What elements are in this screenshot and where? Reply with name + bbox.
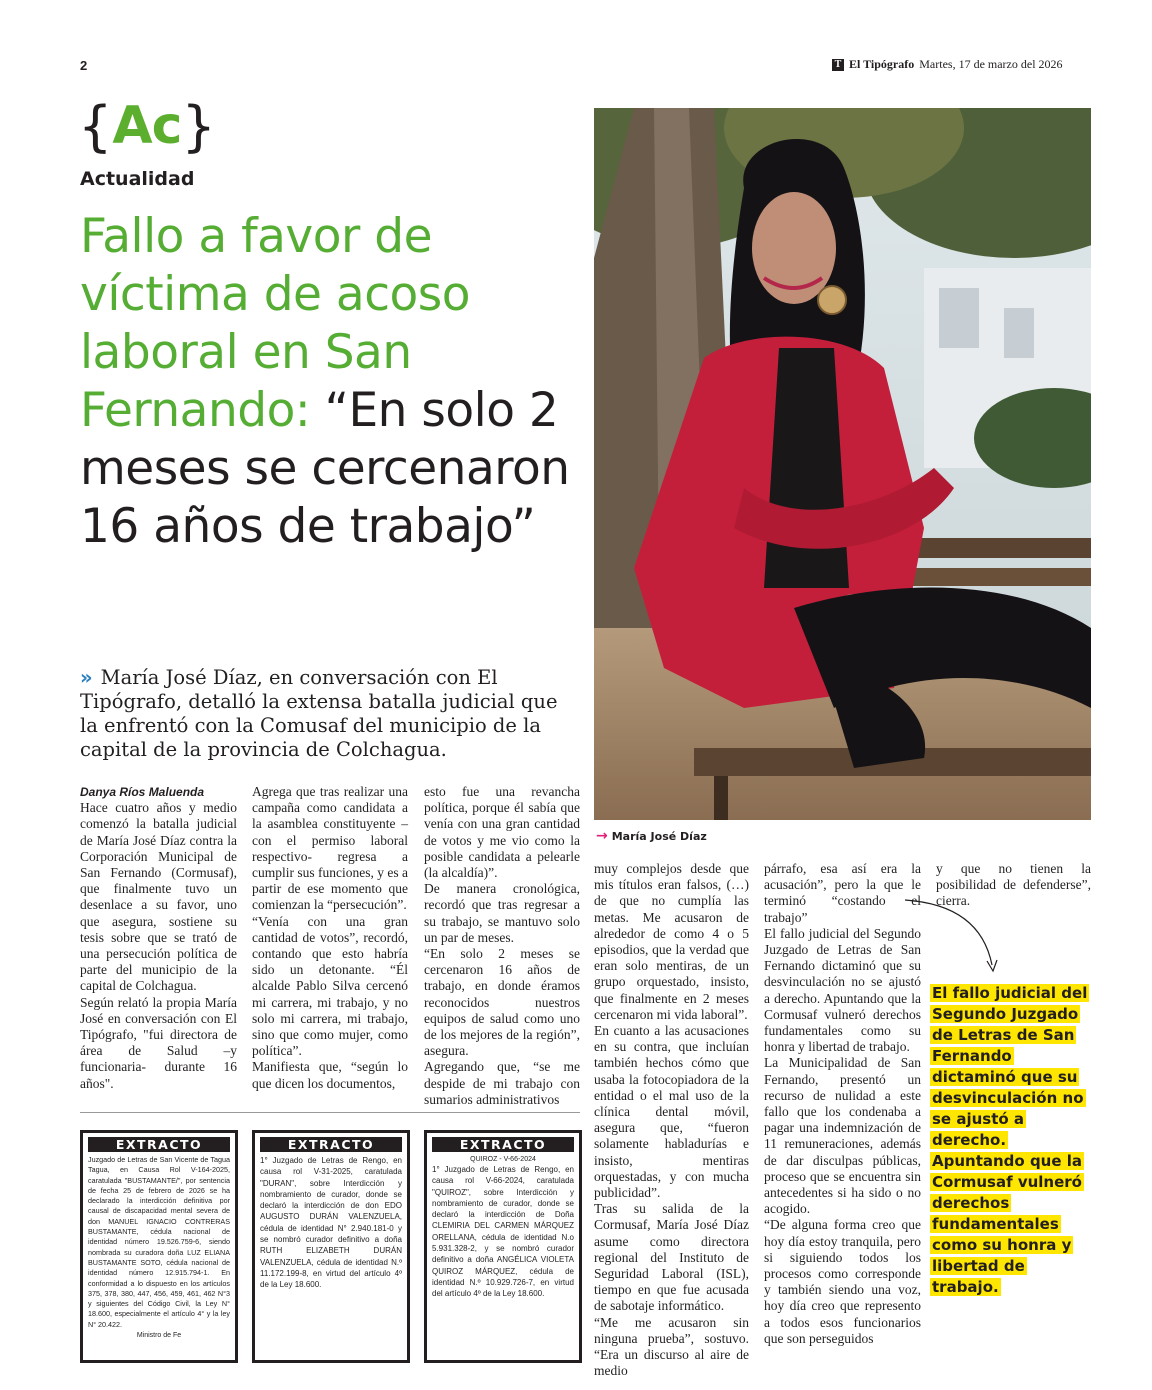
- legal-notice-text: 1° Juzgado de Letras de Rengo, en causa rol V-66-2024, caratulada "QUIROZ", sobre Interdicción y nombramiento de curador, donde se declaró la interdicción de Doña CLEMIRIA DEL CARMEN MÁRQUEZ ORELLANA, cédula de identidad N.o 5.931.328-2, y se nombró curador definitivo a doña ANGÉLICA VIOLETA QUIROZ MÁRQUEZ, cédula de identidad N.º 10.929.726-7, en virtud del artículo 4º de la Ley 18.600.: [432, 1165, 574, 1299]
- body-paragraph: y que no tienen la posibilidad de defenderse”, cierra.: [936, 861, 1091, 909]
- body-column-4: [594, 861, 749, 1380]
- legal-notice-2: [252, 1130, 410, 1363]
- portrait-illustration: [594, 108, 1091, 820]
- headline-quote: “En solo 2 meses se cercenaron 16 años de trabajo”: [80, 383, 570, 554]
- publication-logo-icon: T: [832, 59, 844, 71]
- byline: Danya Ríos Maluenda: [80, 785, 205, 799]
- body-paragraph: Manifiesta que, “según lo que dicen los documentos,: [252, 1059, 408, 1091]
- body-paragraph: “De alguna forma creo que hoy día estoy tranquila, pero si siguiendo todos los procesos como corresponde y también siendo una voz, hoy día creo que represento a todos esos funcionarios que son perseguidos: [764, 1217, 921, 1346]
- divider: [80, 1112, 580, 1113]
- open-brace-icon: {: [78, 95, 113, 158]
- section-logo: [78, 95, 216, 158]
- body-paragraph: “En solo 2 meses se cercenaron 16 años de trabajo, en donde éramos reconocidos nuestros equipos de salud como uno de los mejores de la región”, asegura.: [424, 946, 580, 1059]
- body-paragraph: Hace cuatro años y medio comenzó la batalla judicial de María José Díaz contra la Corporación Municipal de San Fernando (Cormusaf), que finalmente tuvo un desenlace a su favor, uno que asegura, sostiene su tesis sobre que se trató de una persecución política de parte del municipio de la capital de Colchagua.: [80, 800, 237, 994]
- section-label: Actualidad: [80, 168, 195, 190]
- body-paragraph: Agregando que, “se me despide de mi trabajo con sumarios administrativos: [424, 1059, 580, 1107]
- masthead: [832, 57, 1063, 72]
- body-paragraph: “Me me acusaron sin ninguna prueba”, sostuvo. “Era un discurso al aire de medio: [594, 1314, 749, 1379]
- pull-quote-text: El fallo judicial del Segundo Juzgado de Letras de San Fernando dictaminó que su desvinculación no se ajustó a derecho. Apuntando que la Cormusaf vulneró derechos fundamentales como su honra y libertad de trabajo.: [932, 984, 1088, 1296]
- body-paragraph: El fallo judicial del Segundo Juzgado de Letras de San Fernando dictaminó que su desvinculación no se ajustó a derecho. Apuntando que la Cormusaf vulneró derechos fundamentales como su honra y libertad de trabajo.: [764, 925, 921, 1055]
- body-paragraph: En cuanto a las acusaciones en su contra, que incluían también hechos cómo que usaba la fotocopiadora de la entidad o el mal uso de la clínica dental móvil, asegura que, “fueron solamente habladurías e insisto, mentiras orquestadas, y con mucha publicidad”.: [594, 1023, 749, 1201]
- section-abbr: Ac: [112, 96, 182, 156]
- legal-notice-text: 1° Juzgado de Letras de Rengo, en causa rol V-31-2025, caratulada "DURAN", sobre Interdicción y nombramiento de curador, donde se declaró la interdicción de don EDO AUGUSTO DURÁN VALENZUELA, cédula de identidad N° 2.940.181-0 y se nombró curador definitivo a doña RUTH ELIZABETH DURÁN VALENZUELA, cédula de identidad N.º 11.172.199-8, en virtud del artículo 4º de la Ley 18.600.: [260, 1156, 402, 1290]
- legal-notice-3: [424, 1130, 582, 1363]
- issue-date: Martes, 17 de marzo del 2026: [919, 57, 1063, 71]
- body-column-5: [764, 861, 921, 1347]
- close-brace-icon: }: [181, 95, 216, 158]
- legal-notice-1: [80, 1130, 238, 1363]
- body-paragraph: esto fue una revancha política, porque él sabía que venía con una gran cantidad de votos y me vio como la posible candidata a pelearle (la alcaldía)”.: [424, 784, 580, 881]
- page-number: 2: [80, 58, 88, 73]
- arrow-right-icon: →: [596, 828, 608, 844]
- headline-green: Fallo a favor de víctima de acoso laboral en San Fernando:: [80, 209, 471, 438]
- legal-notice-case: QUIROZ - V-66-2024: [470, 1156, 536, 1163]
- publication-name: El Tipógrafo: [849, 57, 915, 71]
- photo-caption: [596, 828, 707, 844]
- body-paragraph: De manera cronológica, recordó que tras regresar a su trabajo, se mantuvo solo un par de meses.: [424, 881, 580, 945]
- body-column-2: [252, 784, 408, 1092]
- body-column-1: [80, 784, 237, 1092]
- photo-caption-text: María José Díaz: [611, 829, 707, 843]
- curved-arrow-icon: [900, 895, 1000, 980]
- lead-text: María José Díaz, en conversación con El Tipógrafo, detalló la extensa batalla judicial que la enfrentó con la Comusaf del municipio de la capital de la provincia de Colchagua.: [80, 666, 558, 761]
- headline: [80, 208, 585, 556]
- body-paragraph: párrafo, esa así era la acusación”, pero la que le terminó “costando el trabajo”: [764, 861, 921, 925]
- body-paragraph: muy complejos desde que mis títulos eran falsos, (…) de que no cumplía las metas. Me acusaron de alrededor de como 4 o 5 episodios, que la verdad que eran solo mentiras, de un grupo orquestado, insisto, que finalmente en 2 meses cercenaron mi vida laboral”.: [594, 861, 749, 1022]
- pull-quote: [930, 983, 1092, 1298]
- legal-notice-text: Juzgado de Letras de San Vicente de Tagua Tagua, en Causa Rol V-164-2025, caratulada "BUSTAMANTE/", por sentencia de fecha 25 de febrero de 2026 se ha declarado la interdicción definitiva por causal de discapacidad mental severa de don MANUEL IGNACIO CONTRERAS BUSTAMANTE, cédula nacional de identidad número 19.526.759-6, siendo nombrada su curadora doña LUZ ELIANA BUSTAMANTE SOTO, cédula nacional de identidad número 12.915.794-1. En conformidad a lo dispuesto en los artículos 375, 378, 380, 447, 456, 459, 461, 462 N°3 y siguientes del Código Civil, la Ley N° 18.600, especialmente el artículo 4° y la ley N° 20.422.: [88, 1155, 230, 1329]
- legal-notice-title: EXTRACTO: [432, 1137, 574, 1152]
- body-column-3: [424, 784, 580, 1108]
- lead-marker-icon: »: [80, 666, 93, 689]
- lead-paragraph: [80, 666, 580, 762]
- legal-notice-title: EXTRACTO: [88, 1137, 230, 1152]
- legal-notice-title: EXTRACTO: [260, 1137, 402, 1152]
- portrait-photo: [594, 108, 1091, 820]
- body-paragraph: La Municipalidad de San Fernando, presentó un recurso de nulidad a este fallo que los condenaba a pagar una indemnización de 11 remuneraciones, además de dar disculpas públicas, proceso que se encuentra sin antecedentes si ha sido o no acogido.: [764, 1055, 921, 1217]
- body-paragraph: Según relató la propia María José en conversación con El Tipógrafo, "fui directora de área de Salud –y funcionaria- durante 16 años".: [80, 994, 237, 1091]
- legal-notice-sign: Ministro de Fe: [136, 1332, 182, 1340]
- body-paragraph: Agrega que tras realizar una campaña como candidata a la asamblea constituyente –con el permiso laboral respectivo- regresa a cumplir sus funciones, y es a partir de ese momento que comienzan la “persecución”.: [252, 784, 408, 913]
- body-paragraph: Tras su salida de la Cormusaf, María José Díaz asume como directora regional del Instituto de Seguridad Laboral (ISL), tiempo en que fue acusada de sabotaje informático.: [594, 1201, 749, 1314]
- body-paragraph: “Venía con una gran cantidad de votos”, recordó, contando que esto habría sido un detonante. “Él alcalde Pablo Silva cercenó mi carrera, mi trabajo, y no solo mi carrera, mi trabajo, sino que como mujer, como política”.: [252, 913, 408, 1059]
